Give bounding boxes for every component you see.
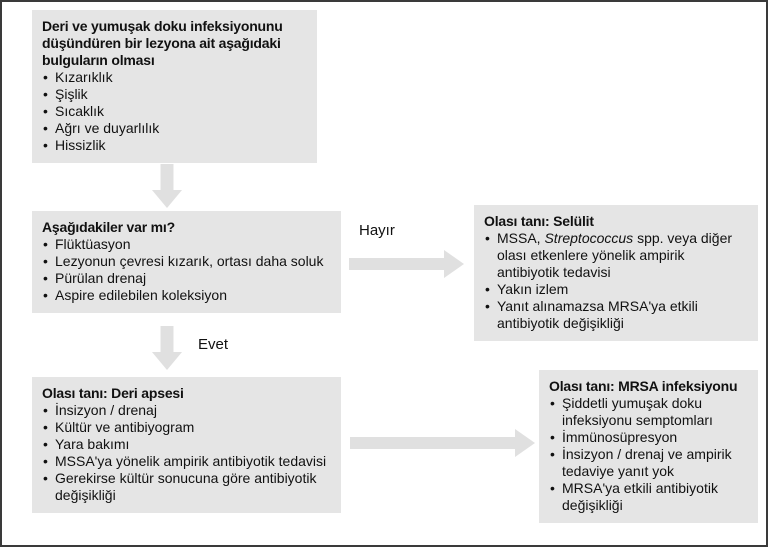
box-cellulitis: [474, 205, 758, 341]
list-item: • Yanıt alınamazsa MRSA'ya etkili antibiyotik değişikliği: [484, 298, 748, 332]
box-question: [32, 211, 341, 313]
list-item: • Hissizlik: [42, 137, 307, 154]
list-item: • İmmünosüpresyon: [549, 429, 748, 446]
list-item: • İnsizyon / drenaj ve ampirik tedaviye yanıt yok: [549, 446, 748, 480]
arrow-right-icon: [350, 428, 536, 458]
list-item: • Yara bakımı: [42, 436, 331, 453]
list-item: • Pürülan drenaj: [42, 270, 331, 287]
box-mrsa-list: [549, 395, 748, 514]
list-item: • MSSA, Streptococcus spp. veya diğer olası etkenlere yönelik ampirik antibiyotik tedavisi: [484, 230, 748, 281]
list-item: • Şişlik: [42, 86, 307, 103]
box-cellulitis-list: [484, 230, 748, 332]
list-item: • MSSA'ya yönelik ampirik antibiyotik tedavisi: [42, 453, 331, 470]
connector-label-yes: Evet: [198, 336, 229, 353]
box-mrsa-title: Olası tanı: MRSA infeksiyonu: [549, 378, 738, 394]
box-abscess-list: [42, 402, 331, 504]
list-item: • İnsizyon / drenaj: [42, 402, 331, 419]
list-item: • Aspire edilebilen koleksiyon: [42, 287, 331, 304]
list-item: • Flüktüasyon: [42, 236, 331, 253]
box-symptoms-title: Deri ve yumuşak doku infeksiyonunu düşündüren bir lezyona ait aşağıdaki bulguların olması: [42, 18, 283, 68]
box-symptoms-list: [42, 69, 307, 154]
box-question-title: Aşağıdakiler var mı?: [42, 219, 175, 235]
list-item: • Sıcaklık: [42, 103, 307, 120]
list-item: • Ağrı ve duyarlılık: [42, 120, 307, 137]
box-cellulitis-title: Olası tanı: Selülit: [484, 213, 594, 229]
box-mrsa: [539, 370, 758, 523]
box-abscess: [32, 377, 341, 513]
arrow-right-icon: [349, 249, 465, 279]
list-item: • Kültür ve antibiyogram: [42, 419, 331, 436]
list-item: • Lezyonun çevresi kızarık, ortası daha soluk: [42, 253, 331, 270]
box-symptoms: [32, 10, 317, 163]
list-item: • Şiddetli yumuşak doku infeksiyonu semptomları: [549, 395, 748, 429]
list-item: • Kızarıklık: [42, 69, 307, 86]
connector-label-no: Hayır: [359, 222, 395, 239]
list-item: • Yakın izlem: [484, 281, 748, 298]
list-item: • Gerekirse kültür sonucuna göre antibiyotik değişikliği: [42, 470, 331, 504]
list-item: • MRSA'ya etkili antibiyotik değişikliği: [549, 480, 748, 514]
arrow-down-icon: [151, 326, 183, 370]
box-question-list: [42, 236, 331, 304]
arrow-down-icon: [151, 164, 183, 208]
box-abscess-title: Olası tanı: Deri apsesi: [42, 385, 184, 401]
